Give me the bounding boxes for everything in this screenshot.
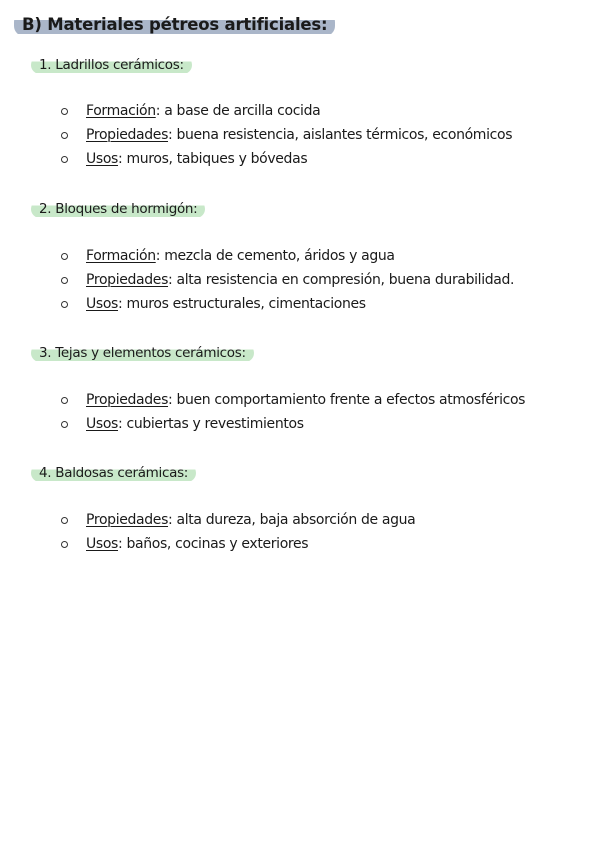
item-description: : mezcla de cemento, áridos y agua bbox=[155, 248, 395, 264]
section-heading: 1. Ladrillos cerámicos: bbox=[31, 56, 192, 74]
item-description: : baños, cocinas y exteriores bbox=[118, 536, 309, 552]
item-description: : muros estructurales, cimentaciones bbox=[118, 296, 366, 312]
item-term: Formación bbox=[86, 103, 156, 119]
item-description: : buen comportamiento frente a efectos atmosféricos bbox=[168, 392, 526, 408]
section-heading: 2. Bloques de hormigón: bbox=[31, 200, 205, 218]
bullet-circle-icon bbox=[61, 541, 68, 548]
item-description: : muros, tabiques y bóvedas bbox=[118, 151, 308, 167]
item-term: Propiedades bbox=[86, 392, 169, 408]
bullet-circle-icon bbox=[61, 301, 68, 308]
bullet-circle-icon bbox=[61, 132, 68, 139]
item-term: Propiedades bbox=[86, 512, 169, 528]
bullet-circle-icon bbox=[61, 397, 68, 404]
item-term: Usos bbox=[86, 151, 119, 167]
item-term: Usos bbox=[86, 296, 119, 312]
item-description: : alta dureza, baja absorción de agua bbox=[168, 512, 416, 528]
bullet-circle-icon bbox=[61, 517, 68, 524]
bullet-circle-icon bbox=[61, 108, 68, 115]
page-title: B) Materiales pétreos artificiales: bbox=[14, 12, 335, 36]
item-term: Usos bbox=[86, 416, 119, 432]
item-description: : alta resistencia en compresión, buena durabilidad. bbox=[168, 272, 515, 288]
item-term: Propiedades bbox=[86, 127, 169, 143]
section-heading: 3. Tejas y elementos cerámicos: bbox=[31, 344, 254, 362]
item-term: Propiedades bbox=[86, 272, 169, 288]
section-heading: 4. Baldosas cerámicas: bbox=[31, 464, 196, 482]
item-term: Formación bbox=[86, 248, 156, 264]
item-description: : buena resistencia, aislantes térmicos, económicos bbox=[168, 127, 513, 143]
bullet-circle-icon bbox=[61, 421, 68, 428]
bullet-circle-icon bbox=[61, 156, 68, 163]
bullet-circle-icon bbox=[61, 253, 68, 260]
item-description: : cubiertas y revestimientos bbox=[118, 416, 304, 432]
item-term: Usos bbox=[86, 536, 119, 552]
bullet-circle-icon bbox=[61, 277, 68, 284]
item-description: : a base de arcilla cocida bbox=[155, 103, 321, 119]
